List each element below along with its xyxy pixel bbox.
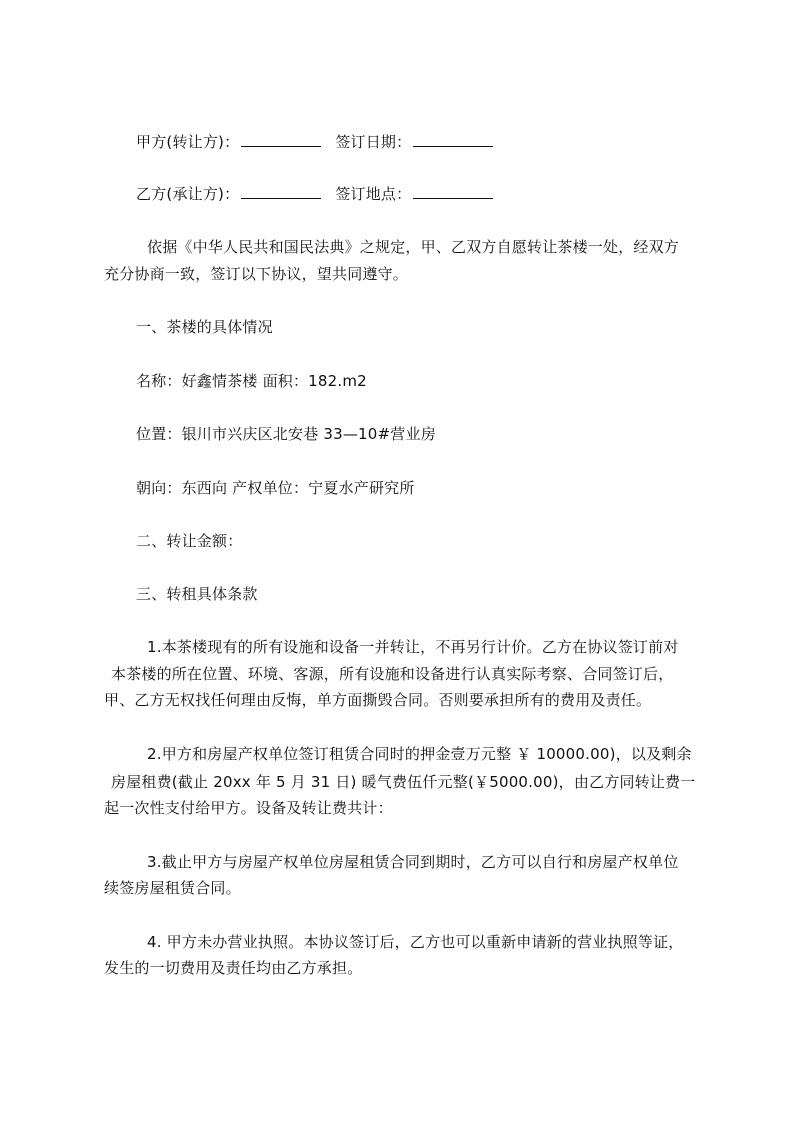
clause4-line-2: 发生的一切费用及责任均由乙方承担。 xyxy=(104,959,363,977)
clause3-line-1: 3.截止甲方与房屋产权单位房屋租赁合同到期时，乙方可以自行和房屋产权单位 xyxy=(147,853,679,871)
section1-location: 位置：银川市兴庆区北安巷 33—10#营业房 xyxy=(136,425,436,443)
clause2-line-3: 起一次性支付给甲方。设备及转让费共计： xyxy=(104,799,393,817)
sign-date-blank xyxy=(413,132,493,147)
clause2-line-1: 2.甲方和房屋产权单位签订租赁合同时的押金壹万元整 ￥ 10000.00)，以及剩余 xyxy=(147,745,692,763)
header-row-party-b xyxy=(136,183,793,205)
party-a-label: 甲方(转让方)： xyxy=(136,133,240,151)
clause1-line-1: 1.本茶楼现有的所有设施和设备一并转让，不再另行计价。乙方在协议签订前对 xyxy=(147,638,679,656)
party-a-blank xyxy=(241,132,321,147)
clause4-line-1: 4. 甲方未办营业执照。本协议签订后，乙方也可以重新申请新的营业执照等证， xyxy=(147,933,684,951)
party-b-label: 乙方(承让方)： xyxy=(136,185,240,203)
section1-title: 一、茶楼的具体情况 xyxy=(136,318,273,336)
sign-place-label: 签订地点： xyxy=(335,185,412,203)
intro-line-1: 依据《中华人民共和国民法典》之规定，甲、乙双方自愿转让茶楼一处，经双方 xyxy=(147,238,680,256)
sign-place-blank xyxy=(413,184,493,199)
intro-line-2: 充分协商一致，签订以下协议，望共同遵守。 xyxy=(104,265,409,283)
clause2-line-2: 房屋租费(截止 20xx 年 5 月 31 日) 暖气费伍仟元整(￥5000.00)，由乙方同转让费一 xyxy=(111,773,696,791)
clause1-line-3: 甲、乙方无权找任何理由反悔，单方面撕毁合同。否则要承担所有的费用及责任。 xyxy=(104,691,652,709)
clause1-line-2: 本茶楼的所在位置、环境、客源，所有设施和设备进行认真实际考察、合同签订后， xyxy=(111,665,674,683)
header-row-party-a xyxy=(136,131,793,153)
clause3-line-2: 续签房屋租赁合同。 xyxy=(104,879,241,897)
sign-date-label: 签订日期： xyxy=(335,133,412,151)
section1-orientation-owner: 朝向：东西向 产权单位：宁夏水产研究所 xyxy=(136,479,415,497)
party-b-blank xyxy=(241,184,321,199)
section2-title: 二、转让金额： xyxy=(136,532,243,550)
section1-name-area: 名称：好鑫情茶楼 面积：182.m2 xyxy=(136,372,367,390)
section3-title: 三、转租具体条款 xyxy=(136,585,258,603)
